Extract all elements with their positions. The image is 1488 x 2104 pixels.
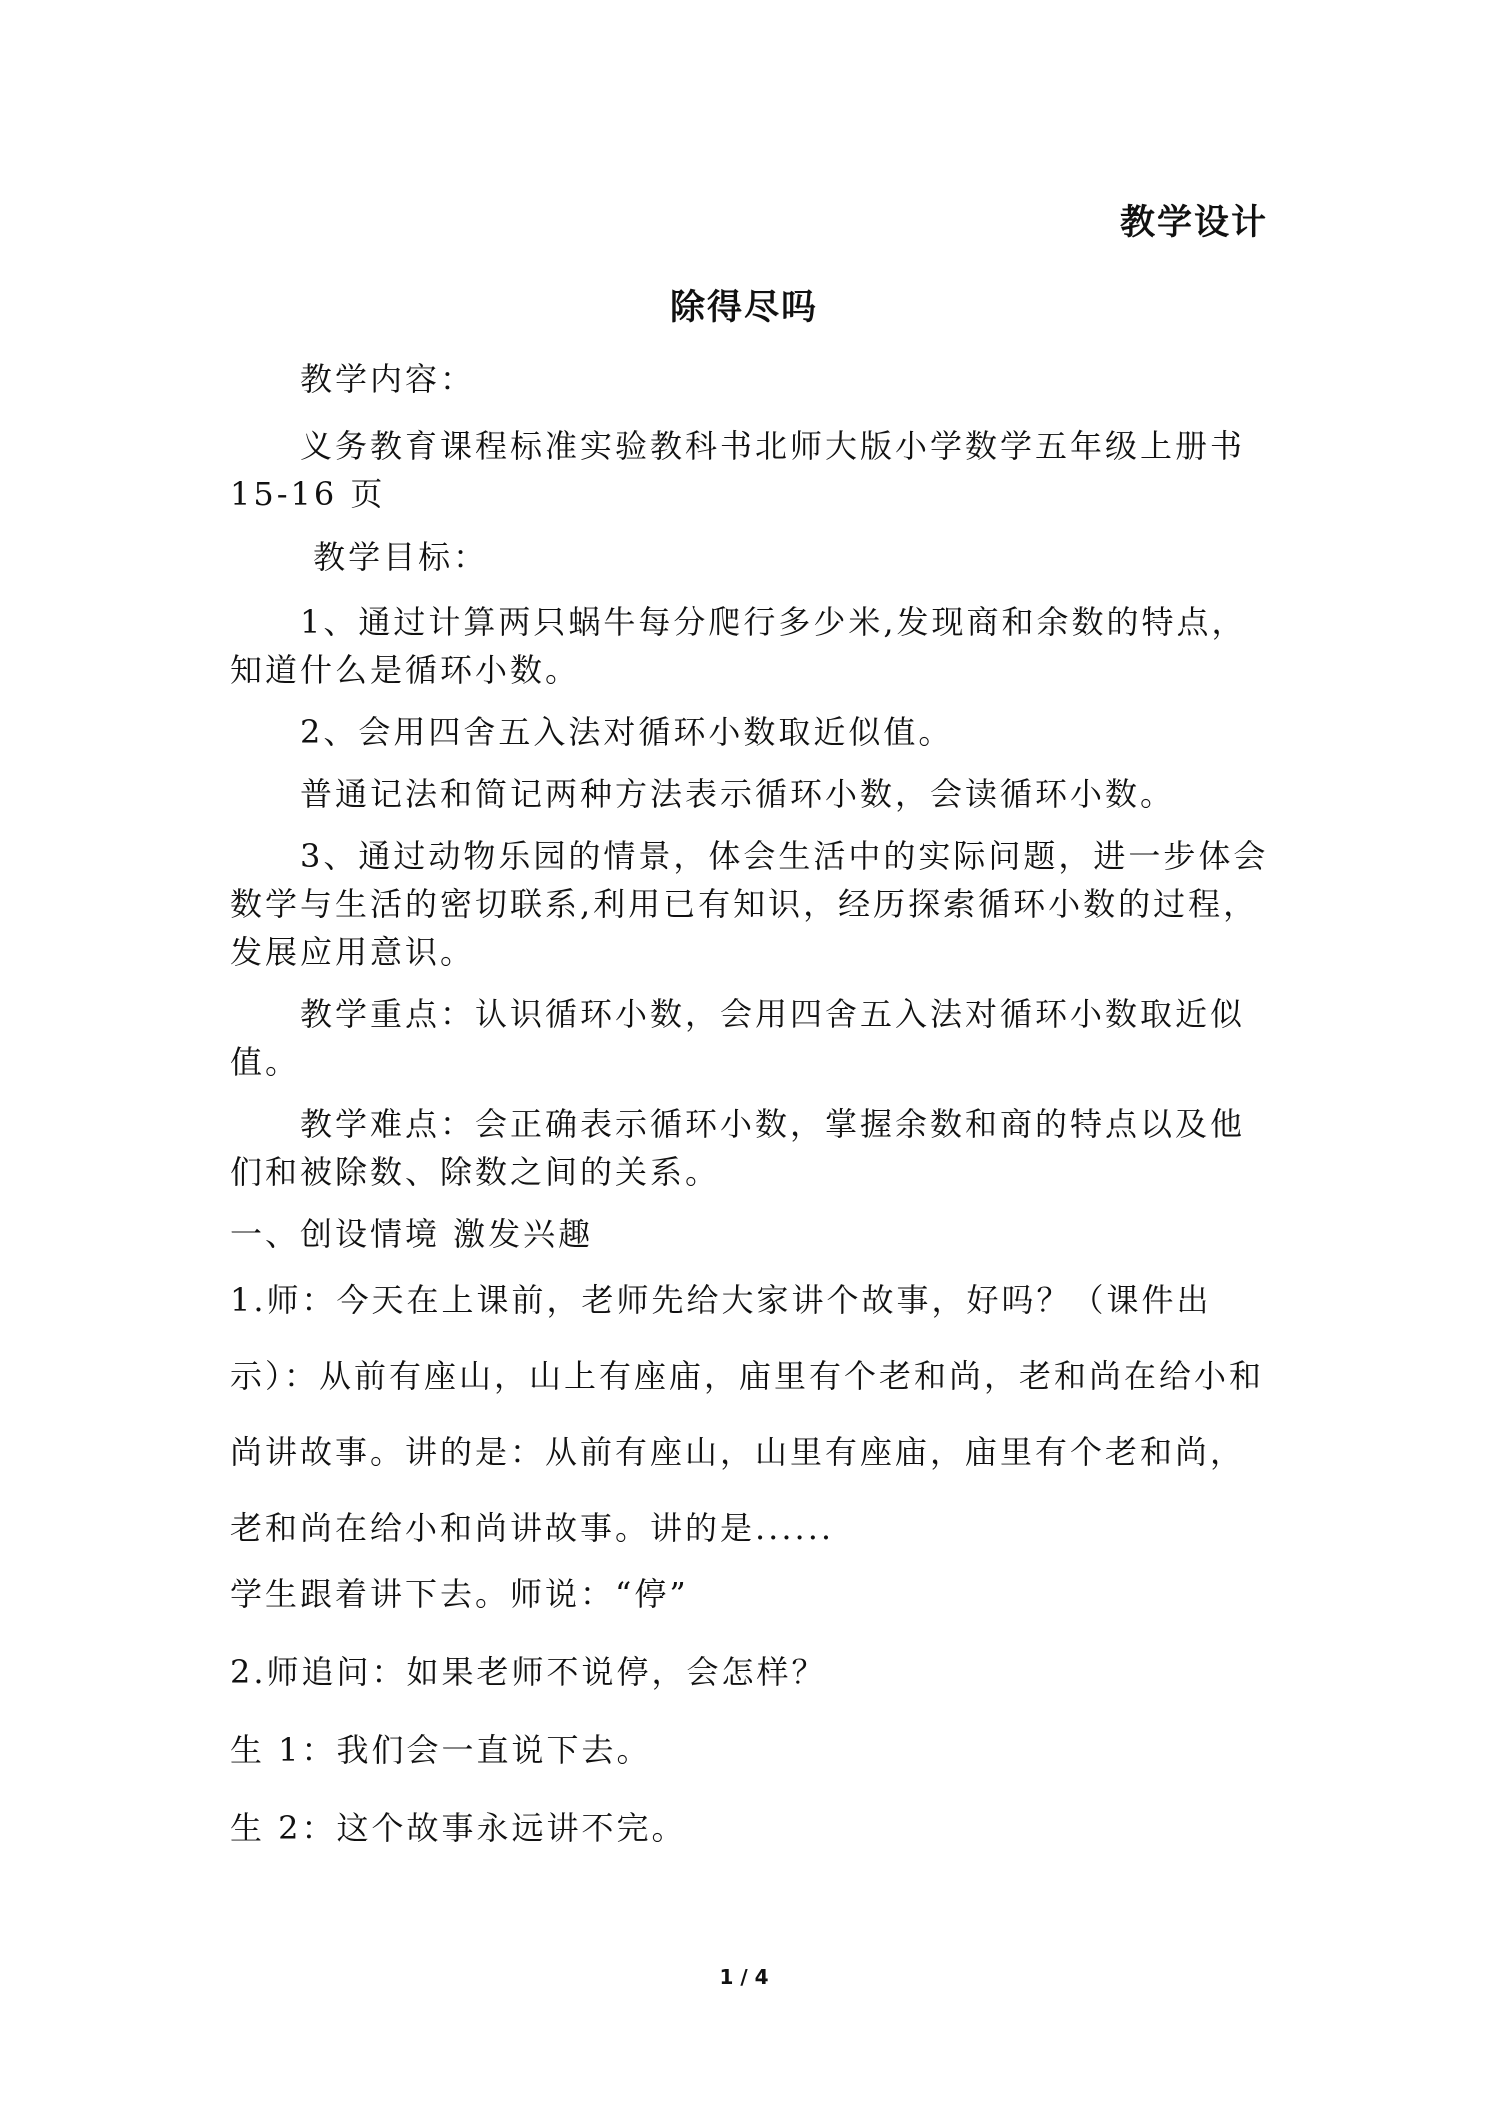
paragraph-teaching-content: 义务教育课程标准实验教科书北师大版小学数学五年级上册书 15-16 页 [230,427,1259,513]
paragraph-goal-2: 2、会用四舍五入法对循环小数取近似值。 [230,713,954,751]
paragraph-story: 1.师：今天在上课前，老师先给大家讲个故事，好吗？（课件出示）：从前有座山，山上有座庙，庙里有个老和尚，老和尚在给小和尚讲故事。讲的是：从前有座山，山里有座庙，庙里有个老和尚，老和尚在给小和尚讲故事。讲的是...... [230,1281,1265,1547]
paragraph-goal-1: 1、通过计算两只蜗牛每分爬行多少米,发现商和余数的特点，知道什么是循环小数。 [230,603,1247,689]
paragraph-goal-3: 3、通过动物乐园的情景，体会生活中的实际问题，进一步体会数学与生活的密切联系,利用已有知识，经历探索循环小数的过程，发展应用意识。 [230,837,1269,971]
paragraph-student-2: 生 2：这个故事永远讲不完。 [230,1809,687,1847]
paragraph-difficulties: 教学难点：会正确表示循环小数，掌握余数和商的特点以及他们和被除数、除数之间的关系。 [230,1105,1246,1191]
paragraph-students-continue: 学生跟着讲下去。师说：“停” [230,1575,689,1613]
paragraph-teaching-content-label: 教学内容： [230,360,476,398]
page-number: 1 / 4 [719,1965,769,1989]
paragraph-key-points: 教学重点：认识循环小数，会用四舍五入法对循环小数取近似值。 [230,995,1246,1081]
document-type-heading: 教学设计 [1119,203,1268,243]
section-heading-1: 一、创设情境 激发兴趣 [230,1215,594,1253]
paragraph-student-1: 生 1：我们会一直说下去。 [230,1731,652,1769]
paragraph-notation: 普通记法和简记两种方法表示循环小数，会读循环小数。 [230,775,1176,813]
lesson-title: 除得尽吗 [669,288,818,328]
paragraph-teacher-question: 2.师追问：如果老师不说停，会怎样？ [230,1653,827,1691]
paragraph-teaching-goals-label: 教学目标： [230,538,489,576]
